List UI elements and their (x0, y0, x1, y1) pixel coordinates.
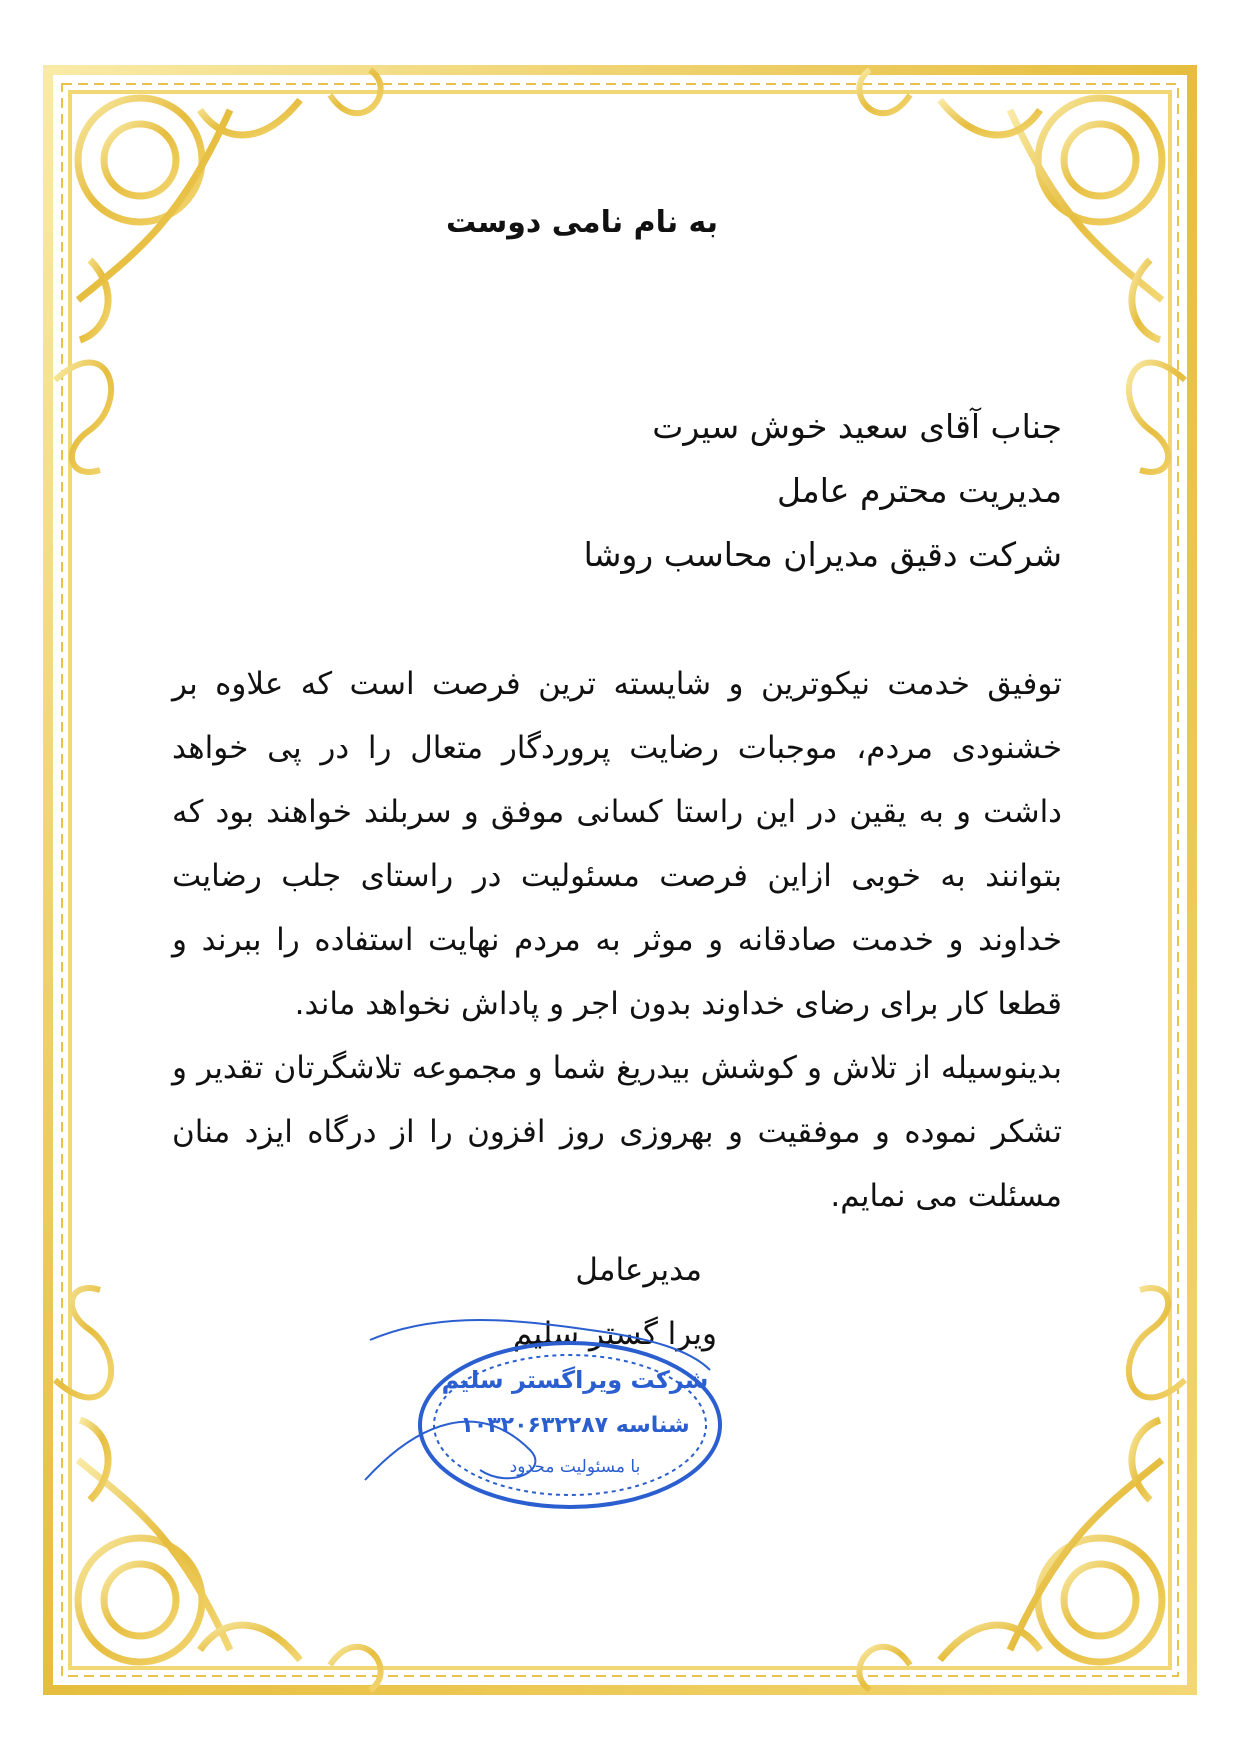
side-scroll-left (55, 363, 111, 1398)
body-paragraph-2: بدینوسیله از تلاش و کوشش بیدریغ شما و مجموعه تلاشگرتان تقدیر و تشکر نموده و موفقیت و بهروزی روز افزون را از درگاه ایزد منان مسئلت می نمایم. (172, 1050, 1062, 1214)
signature-name: ویرا گستر سلیم (512, 1316, 717, 1352)
stamp-company-text: شرکت ویراگستر سلیم (441, 1366, 709, 1394)
recipient-position: مدیریت محترم عامل (777, 471, 1062, 510)
stamp-type-text: با مسئولیت محدود (509, 1457, 641, 1477)
signature-title: مدیرعامل (575, 1252, 702, 1288)
recipient-company: شرکت دقیق مدیران محاسب روشا (583, 535, 1062, 574)
body-paragraph-1: توفیق خدمت نیکوترین و شایسته ترین فرصت است که علاوه بر خشنودی مردم، موجبات رضایت پروردگار متعال را در پی خواهد داشت و به یقین در این راستا کسانی موفق و سربلند خواهند بود که بتوانند به خوبی ازاین فرصت مسئولیت در راستای جلب رضایت خداوند و خدمت صادقانه و موثر به مردم نهایت استفاده را ببرند و قطعا کار برای رضای خداوند بدون اجر و پاداش نخواهد ماند. (172, 666, 1062, 1022)
side-scroll-right (1129, 363, 1185, 1398)
letter-body (172, 652, 1062, 1228)
recipient-block (584, 395, 1062, 587)
recipient-name: جناب آقای سعید خوش سیرت (652, 407, 1062, 446)
salutation-heading: به نام نامی دوست (445, 205, 719, 240)
stamp-id-text: شناسه ۱۰۳۲۰۶۳۲۲۸۷ (460, 1413, 690, 1438)
company-stamp (360, 1300, 740, 1530)
